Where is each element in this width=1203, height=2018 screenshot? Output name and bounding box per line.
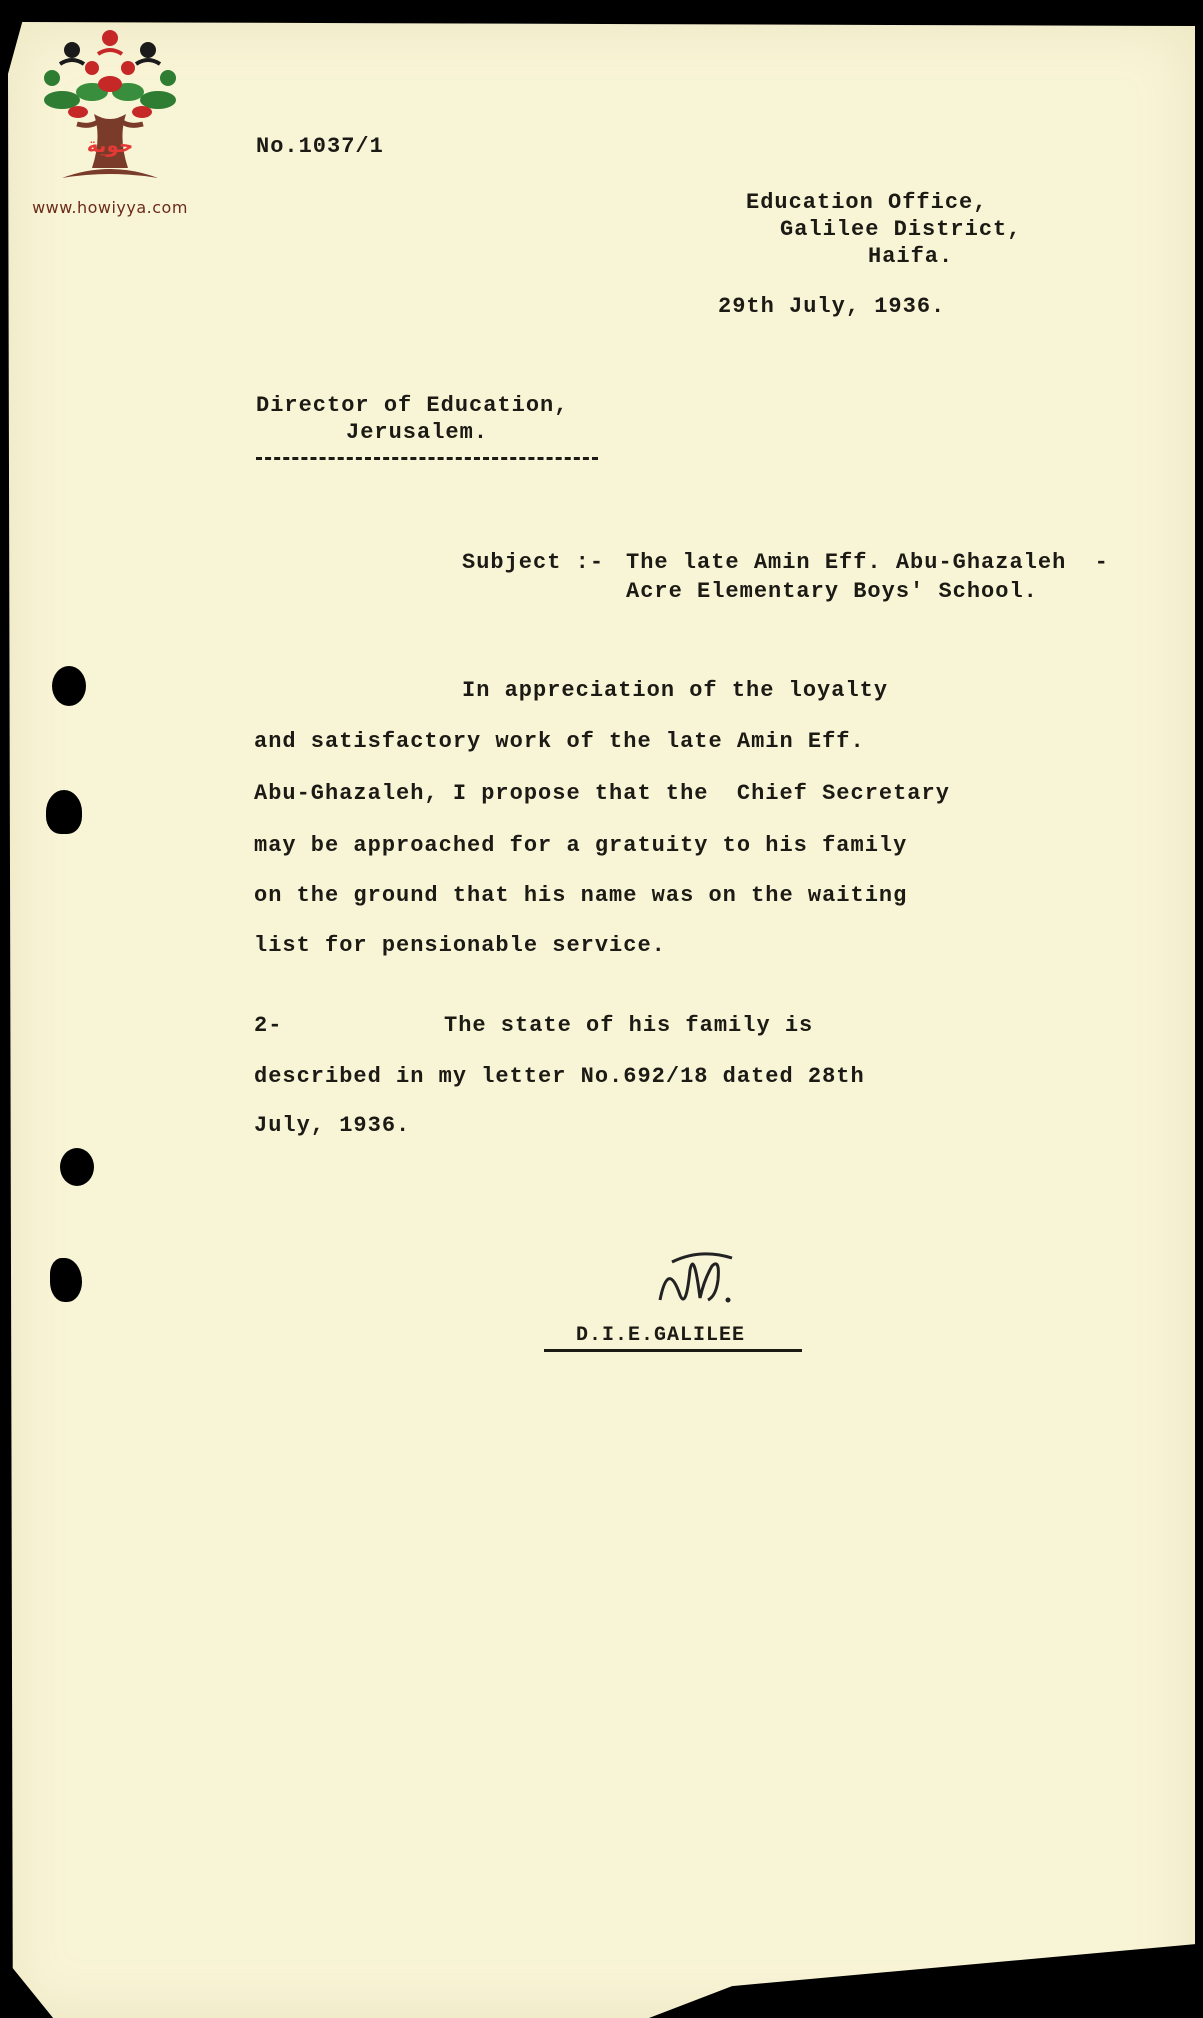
punch-hole bbox=[52, 666, 86, 706]
sender-address-line-1: Education Office, bbox=[746, 190, 988, 215]
punch-hole bbox=[50, 1258, 82, 1302]
watermark-url: www.howiyya.com bbox=[32, 198, 188, 217]
subject-line-1: The late Amin Eff. Abu-Ghazaleh - bbox=[626, 550, 1109, 575]
paragraph2-line-1: The state of his family is bbox=[444, 1013, 814, 1038]
paragraph2-number: 2- bbox=[254, 1013, 283, 1038]
logo-arabic-text: حوية bbox=[86, 133, 134, 157]
subject-label: Subject :- bbox=[462, 550, 605, 575]
paragraph1-line-3: Abu-Ghazaleh, I propose that the Chief Secretary bbox=[254, 781, 950, 806]
letter-date: 29th July, 1936. bbox=[718, 294, 946, 319]
punch-hole bbox=[46, 790, 82, 834]
paragraph2-line-2: described in my letter No.692/18 dated 28th bbox=[254, 1064, 865, 1089]
recipient-dashed-underline bbox=[256, 457, 598, 460]
reference-number: No.1037/1 bbox=[256, 134, 384, 159]
paragraph1-line-4: may be approached for a gratuity to his family bbox=[254, 833, 908, 858]
sender-address-line-2: Galilee District, bbox=[780, 217, 1022, 242]
signature-underline bbox=[544, 1349, 802, 1352]
sender-address-line-3: Haifa. bbox=[868, 244, 954, 269]
punch-hole bbox=[60, 1148, 94, 1186]
paragraph1-line-1: In appreciation of the loyalty bbox=[462, 678, 889, 703]
signature-title: D.I.E.GALILEE bbox=[576, 1324, 746, 1347]
subject-line-2: Acre Elementary Boys' School. bbox=[626, 579, 1038, 604]
recipient-line-1: Director of Education, bbox=[256, 393, 569, 418]
paragraph2-line-3: July, 1936. bbox=[254, 1113, 411, 1138]
recipient-line-2: Jerusalem. bbox=[346, 420, 489, 445]
paragraph1-line-2: and satisfactory work of the late Amin Eff. bbox=[254, 729, 865, 754]
howiyya-tree-logo bbox=[22, 28, 198, 218]
paragraph1-line-6: list for pensionable service. bbox=[254, 933, 666, 958]
handwritten-signature bbox=[650, 1240, 750, 1320]
paragraph1-line-5: on the ground that his name was on the waiting bbox=[254, 883, 908, 908]
